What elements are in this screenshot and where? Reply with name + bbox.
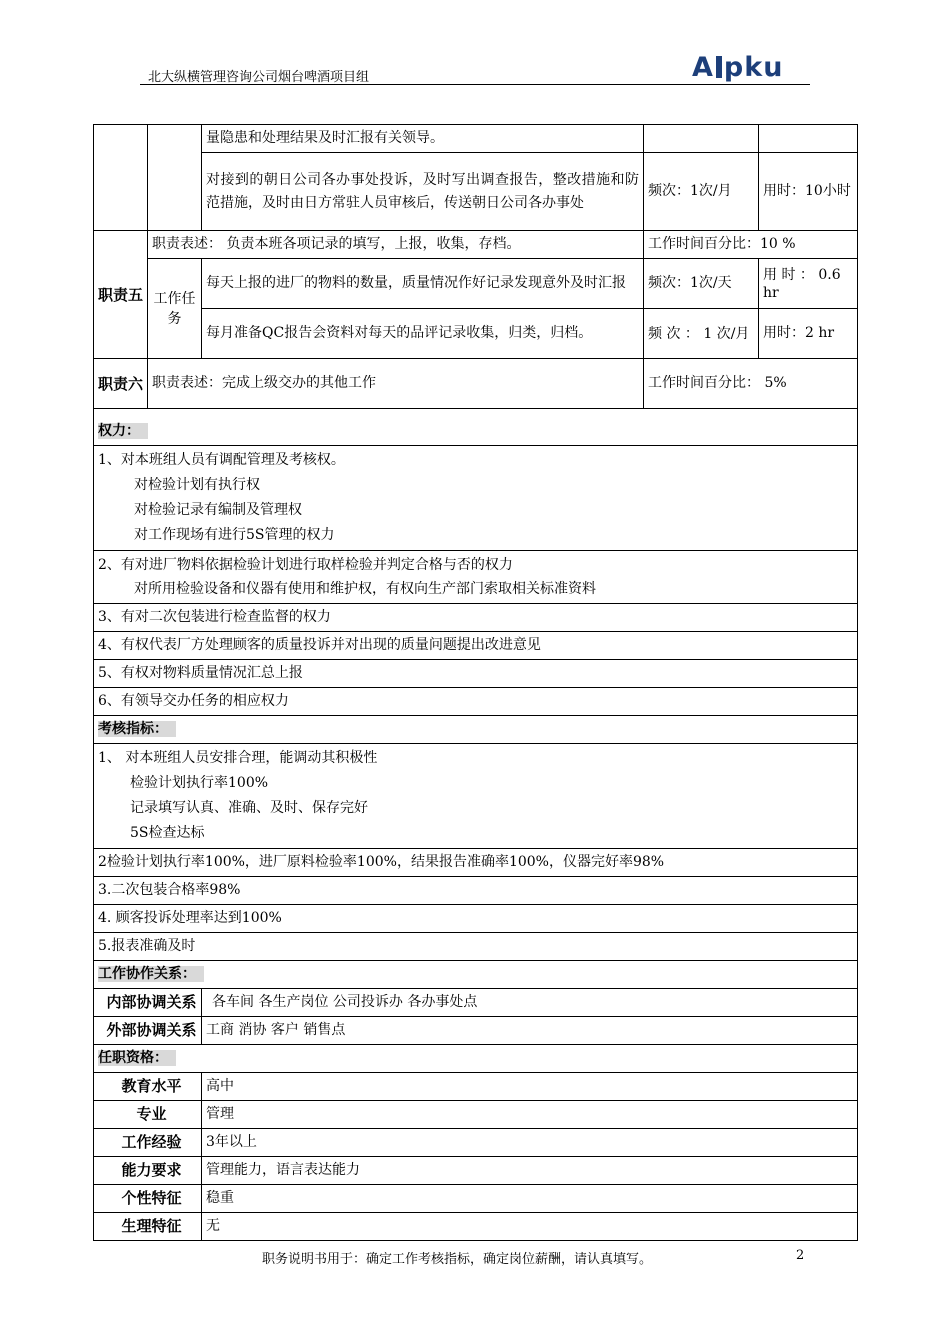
kpi-item-1-row (94, 744, 858, 849)
duty4-task2: 对接到的朝日公司各办事处投诉，及时写出调查报告，整改措施和防范措施，及时由日方常驻人员审核后，传送朝日公司各办事处 (202, 153, 644, 231)
qual-value-experience: 3年以上 (202, 1129, 858, 1157)
duty4-label-cell (94, 125, 148, 231)
qual-row (94, 1213, 858, 1241)
duty4-task1-time (759, 125, 858, 153)
footer-note: 职务说明书用于：确定工作考核指标，确定岗位薪酬，请认真填写。 (262, 1252, 653, 1267)
header-divider (140, 84, 810, 85)
kpi-item-2-row (94, 849, 858, 877)
qual-label-major: 专业 (94, 1101, 202, 1129)
duty4-task1-freq (644, 125, 759, 153)
kpi-item-3-row (94, 877, 858, 905)
kpi-item-5: 5.报表准确及时 (94, 933, 858, 961)
power-item-3: 3、有对二次包装进行检查监督的权力 (94, 604, 858, 632)
qual-row (94, 1101, 858, 1129)
qual-value-physical: 无 (202, 1213, 858, 1241)
coop-section-row (94, 961, 858, 989)
kpi-item-4: 4. 顾客投诉处理率达到100% (94, 905, 858, 933)
kpi-title (94, 716, 858, 744)
qual-title-text: 任职资格： (98, 1050, 176, 1066)
coop-internal-label: 内部协调关系 (94, 989, 202, 1017)
duty4-task2-freq: 频次：1次/月 (644, 153, 759, 231)
coop-external-label: 外部协调关系 (94, 1017, 202, 1045)
power-item-4: 4、有权代表厂方处理顾客的质量投诉并对出现的质量问题提出改进意见 (94, 632, 858, 660)
duty5-task1-row (94, 259, 858, 309)
power-item-6: 6、有领导交办任务的相应权力 (94, 688, 858, 716)
kpi-item-5-row (94, 933, 858, 961)
duty4-task2-time: 用时：10小时 (759, 153, 858, 231)
duty5-pct: 工作时间百分比：10 % (644, 231, 858, 259)
coop-internal-row (94, 989, 858, 1017)
logo-word: pku (723, 52, 784, 83)
qual-label-ability: 能力要求 (94, 1157, 202, 1185)
page-number: 2 (796, 1248, 805, 1263)
power-line: 对所用检验设备和仪器有使用和维护权，有权向生产部门索取相关标准资料 (134, 581, 596, 597)
power-section-row (94, 409, 858, 446)
qual-row (94, 1185, 858, 1213)
power-line: 对检验计划有执行权 (134, 477, 260, 493)
power-line: 1、对本班组人员有调配管理及考核权。 (98, 452, 345, 468)
kpi-line: 5S检查达标 (130, 825, 205, 841)
duty6-row (94, 359, 858, 409)
company-logo (692, 52, 783, 83)
duty5-task1-freq: 频次：1次/天 (644, 259, 759, 309)
logo-letter: A (692, 52, 714, 83)
duty5-task-label: 工作任务 (148, 259, 202, 359)
qual-value-major: 管理 (202, 1101, 858, 1129)
coop-external-row (94, 1017, 858, 1045)
duty6-desc: 职责表述：完成上级交办的其他工作 (148, 359, 644, 409)
power-item-5: 5、有权对物料质量情况汇总上报 (94, 660, 858, 688)
duty4-row2 (94, 153, 858, 231)
kpi-item-3: 3.二次包装合格率98% (94, 877, 858, 905)
kpi-item-2: 2检验计划执行率100%，进厂原料检验率100%，结果报告准确率100%，仪器完好率98% (94, 849, 858, 877)
power-item-5-row (94, 660, 858, 688)
coop-title-text: 工作协作关系： (98, 966, 204, 982)
duty6-pct: 工作时间百分比： 5% (644, 359, 858, 409)
power-line: 对工作现场有进行5S管理的权力 (134, 527, 335, 543)
coop-title (94, 961, 858, 989)
duty5-task2-freq: 频 次 ： 1 次/月 (644, 309, 759, 359)
header-company: 北大纵横管理咨询公司烟台啤酒项目组 (148, 70, 370, 85)
qual-label-physical: 生理特征 (94, 1213, 202, 1241)
power-item-6-row (94, 688, 858, 716)
power-item-2 (94, 551, 858, 604)
kpi-line: 检验计划执行率100% (130, 775, 269, 791)
power-item-1 (94, 446, 858, 551)
qual-row (94, 1129, 858, 1157)
qual-value-personality: 稳重 (202, 1185, 858, 1213)
qual-value-education: 高中 (202, 1073, 858, 1101)
power-item-3-row (94, 604, 858, 632)
coop-external-value: 工商 消协 客户 销售点 (202, 1017, 858, 1045)
duty5-desc: 职责表述： 负责本班各项记录的填写，上报，收集，存档。 (148, 231, 644, 259)
coop-internal-value: 各车间 各生产岗位 公司投诉办 各办事处点 (202, 989, 858, 1017)
duty4-row1 (94, 125, 858, 153)
duty5-task1-time: 用 时 ： 0.6 hr (759, 259, 858, 309)
qual-label-education: 教育水平 (94, 1073, 202, 1101)
qual-section-row (94, 1045, 858, 1073)
power-title-text: 权力： (98, 423, 148, 439)
duty5-task2-row (94, 309, 858, 359)
kpi-section-row (94, 716, 858, 744)
duty4-task1: 量隐患和处理结果及时汇报有关领导。 (202, 125, 644, 153)
qual-label-personality: 个性特征 (94, 1185, 202, 1213)
power-item-2-row (94, 551, 858, 604)
duty5-desc-row (94, 231, 858, 259)
power-item-4-row (94, 632, 858, 660)
kpi-line: 1、 对本班组人员安排合理，能调动其积极性 (98, 750, 378, 766)
job-description-table (93, 124, 858, 1241)
duty5-task2-time: 用时：2 hr (759, 309, 858, 359)
kpi-item-4-row (94, 905, 858, 933)
qual-row (94, 1073, 858, 1101)
duty5-label: 职责五 (94, 231, 148, 359)
qual-value-ability: 管理能力，语言表达能力 (202, 1157, 858, 1185)
logo-bar (716, 56, 722, 78)
qual-title (94, 1045, 858, 1073)
duty4-task-label-cell (148, 125, 202, 231)
kpi-item-1 (94, 744, 858, 849)
qual-label-experience: 工作经验 (94, 1129, 202, 1157)
qual-row (94, 1157, 858, 1185)
power-item-1-row (94, 446, 858, 551)
duty6-label: 职责六 (94, 359, 148, 409)
power-title (94, 409, 858, 446)
power-line: 2、有对进厂物料依据检验计划进行取样检验并判定合格与否的权力 (98, 557, 513, 573)
duty5-task1: 每天上报的进厂的物料的数量，质量情况作好记录发现意外及时汇报 (202, 259, 644, 309)
duty5-task2: 每月准备QC报告会资料对每天的品评记录收集，归类，归档。 (202, 309, 644, 359)
kpi-line: 记录填写认真、准确、及时、保存完好 (130, 800, 368, 816)
kpi-title-text: 考核指标： (98, 721, 176, 737)
power-line: 对检验记录有编制及管理权 (134, 502, 302, 518)
